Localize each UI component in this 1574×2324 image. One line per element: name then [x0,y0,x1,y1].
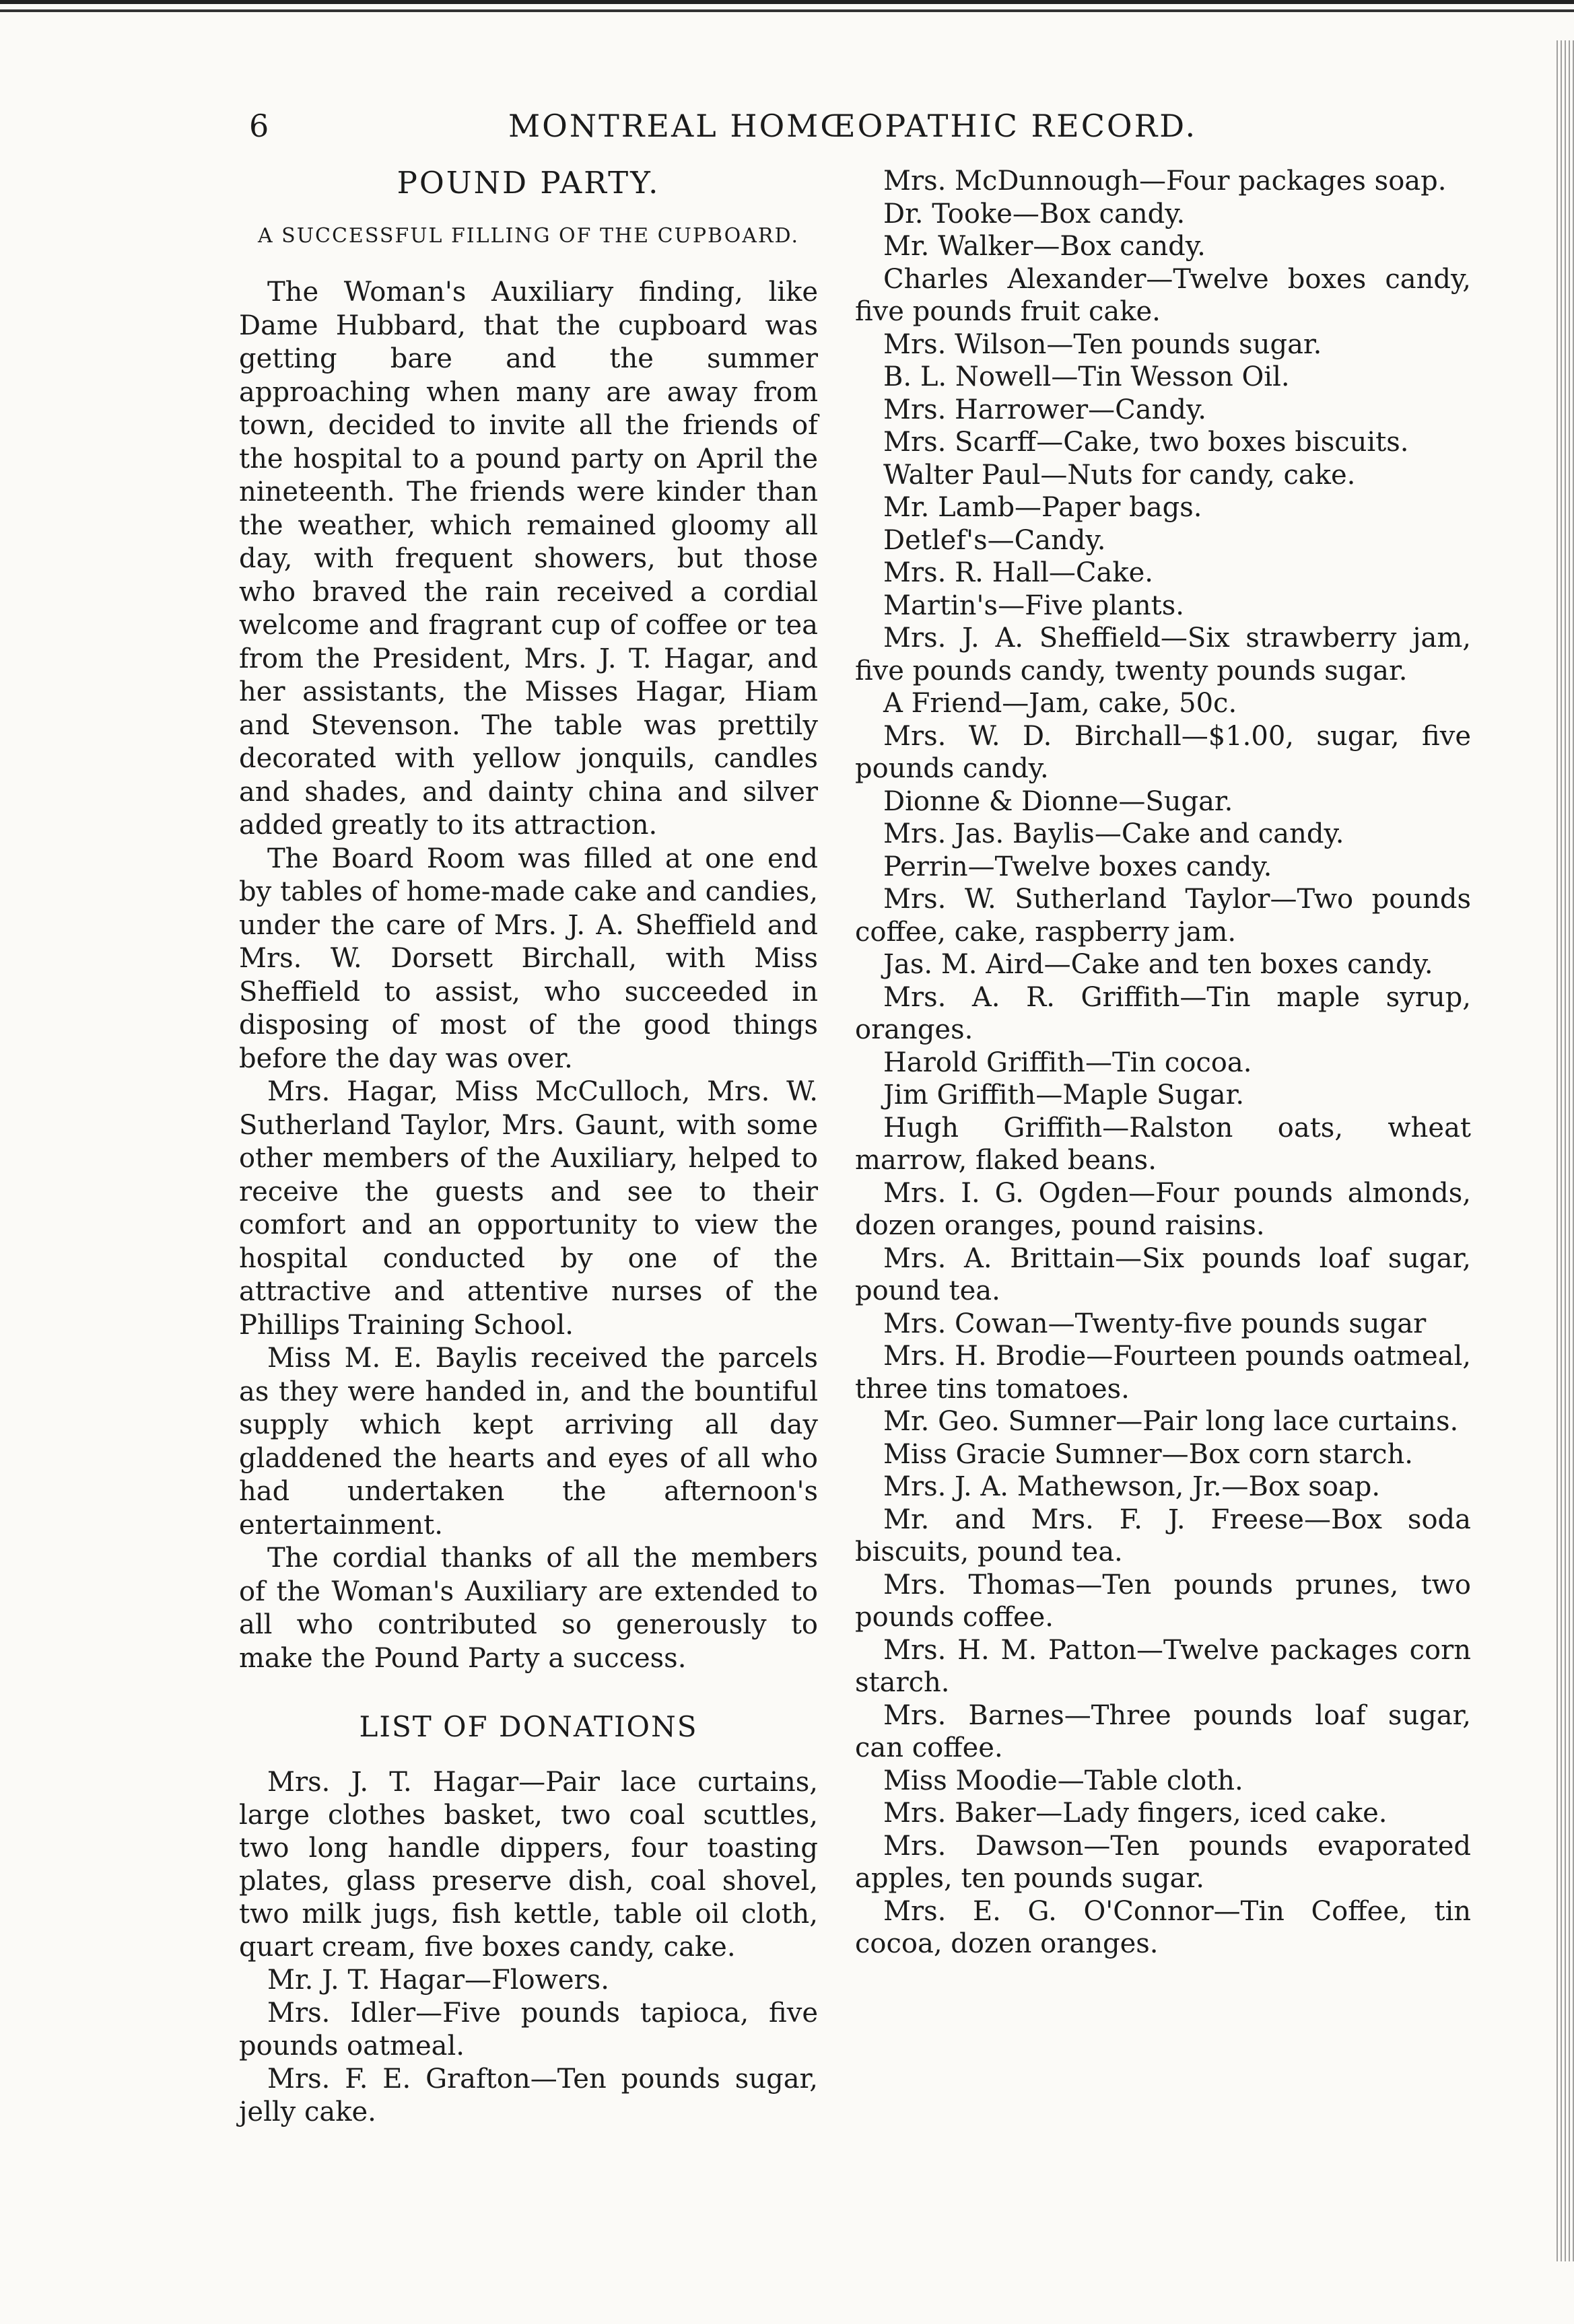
donation-entry: Dr. Tooke—Box candy. [883,198,1186,230]
donation-entry: Charles Alexander—Twelve boxes candy, five pounds fruit cake. [855,263,1471,327]
article-title: POUND PARTY. [397,165,660,201]
donation-entry: Miss Gracie Sumner—Box corn starch. [883,1438,1413,1470]
donation-entry: Walter Paul—Nuts for candy, cake. [883,459,1356,491]
donation-entry: Mrs. Baker—Lady fingers, iced cake. [883,1798,1388,1829]
donations-heading: LIST OF DONATIONS [359,1710,698,1743]
donation-entry: Mr. J. T. Hagar—Flowers. [267,1965,609,1996]
donation-entry: Mrs. J. A. Mathewson, Jr.—Box soap. [883,1471,1381,1502]
donation-entry: Mr. Walker—Box candy. [883,231,1206,262]
donation-entry: Mrs. McDunnough—Four packages soap. [883,166,1447,197]
donation-entry: Mrs. H. Brodie—Fourteen pounds oatmeal, three tins tomatoes. [855,1341,1471,1405]
article-paragraph: The cordial thanks of all the members of the Woman's Auxiliary are extended to all who contributed so generously to make the Pound Party a success. [239,1543,818,1674]
donation-entry: Mrs. I. G. Ogden—Four pounds almonds, dozen oranges, pound raisins. [855,1177,1471,1241]
article-paragraph: Miss M. E. Baylis received the parcels as they were handed in, and the bountiful supply which kept arriving all day gladdened the hearts and eyes of all who had undertaken the afternoon's entertainment. [239,1343,818,1541]
donation-entry: Mr. and Mrs. F. J. Freese—Box soda biscuits, pound tea. [855,1504,1471,1568]
donation-entry: Harold Griffith—Tin cocoa. [883,1047,1252,1078]
donation-entry: Mrs. Dawson—Ten pounds evaporated apples, ten pounds sugar. [855,1830,1471,1894]
article-subtitle: A SUCCESSFUL FILLING OF THE CUPBOARD. [257,224,800,248]
donation-entry: Mrs. Cowan—Twenty-five pounds sugar [883,1308,1427,1339]
donation-entry: Perrin—Twelve boxes candy. [883,851,1272,882]
donation-entry: A Friend—Jam, cake, 50c. [883,688,1237,719]
left-column [239,165,818,2129]
donation-entry: Mrs. A. Brittain—Six pounds loaf sugar, pound tea. [855,1242,1471,1306]
article-paragraph: The Board Room was filled at one end by tables of home-made cake and candies, under the care of Mrs. J. A. Sheffield and Mrs. W. Dorsett Birchall, with Miss Sheffield to assist, who succeeded in disposing of most of the good things before the day was over. [239,843,818,1074]
article-paragraph: The Woman's Auxiliary finding, like Dame Hubbard, that the cupboard was getting bare and the summer approaching when many are away from town, decided to invite all the friends of the hospital to a pound party on April the nineteenth. The friends were kinder than the weather, which remained gloomy all day, with frequent showers, but those who braved the rain received a cordial welcome and fragrant cup of coffee or tea from the President, Mrs. J. T. Hagar, and her assistants, the Misses Hagar, Hiam and Stevenson. The table was prettily decorated with yellow jonquils, candles and shades, and dainty china and silver added greatly to its attraction. [239,277,818,841]
donation-entry: Mrs. Wilson—Ten pounds sugar. [883,328,1322,360]
donation-entry: Detlef's—Candy. [883,524,1106,556]
donation-entry: Mrs. W. D. Birchall—$1.00, sugar, five pounds candy. [855,720,1471,784]
donation-entry: Mrs. J. A. Sheffield—Six strawberry jam, five pounds candy, twenty pounds sugar. [855,623,1471,686]
donation-entry: Mrs. Scarff—Cake, two boxes biscuits. [883,427,1409,458]
donation-entry: Mrs. J. T. Hagar—Pair lace curtains, large clothes basket, two coal scuttles, two long handle dippers, four toasting plates, glass preserve dish, coal shovel, two milk jugs, fish kettle, table oil cloth, quart cream, five boxes candy, cake. [239,1767,818,1963]
donation-entry: Mrs. W. Sutherland Taylor—Two pounds coffee, cake, raspberry jam. [855,884,1471,948]
right-column [855,165,1471,1961]
donation-entry: Mrs. H. M. Patton—Twelve packages corn starch. [855,1634,1471,1698]
page-header [249,101,1205,162]
donation-entry: Mr. Geo. Sumner—Pair long lace curtains. [883,1406,1459,1437]
scan-edge-top [0,0,1574,17]
article-paragraph: Mrs. Hagar, Miss McCulloch, Mrs. W. Sutherland Taylor, Mrs. Gaunt, with some other members of the Auxiliary, helped to receive the guests and see to their comfort and an opportunity to view the hospital conducted by one of the attractive and attentive nurses of the Phillips Training School. [239,1076,818,1341]
donation-entry: Mrs. A. R. Griffith—Tin maple syrup, oranges. [855,981,1471,1045]
donation-entry: Mrs. R. Hall—Cake. [883,557,1153,588]
donation-entry: Mr. Lamb—Paper bags. [883,492,1202,523]
donation-entry: Jim Griffith—Maple Sugar. [883,1080,1245,1111]
donation-entry: Mrs. F. E. Grafton—Ten pounds sugar, jelly cake. [239,2064,818,2127]
donation-entry: Mrs. Harrower—Candy. [883,394,1206,425]
page-number: 6 [249,108,269,144]
donation-entry: Mrs. Barnes—Three pounds loaf sugar, can coffee. [855,1699,1471,1763]
donation-entry: Mrs. E. G. O'Connor—Tin Coffee, tin cocoa, dozen oranges. [855,1895,1471,1959]
scan-edge-right [1556,40,1574,2261]
donation-entry: Mrs. Thomas—Ten pounds prunes, two pounds coffee. [855,1569,1471,1633]
donation-entry: Mrs. Jas. Baylis—Cake and candy. [883,818,1344,849]
donation-entry: B. L. Nowell—Tin Wesson Oil. [883,361,1290,392]
donation-entry: Jas. M. Aird—Cake and ten boxes candy. [883,949,1433,980]
donation-entry: Martin's—Five plants. [883,590,1184,621]
donation-entry: Miss Moodie—Table cloth. [883,1765,1243,1796]
donation-entry: Mrs. Idler—Five pounds tapioca, five pounds oatmeal. [239,1998,818,2062]
donation-entry: Hugh Griffith—Ralston oats, wheat marrow, flaked beans. [855,1112,1471,1176]
running-title: MONTREAL HOMŒOPATHIC RECORD. [508,108,1198,144]
donation-entry: Dionne & Dionne—Sugar. [883,785,1233,817]
